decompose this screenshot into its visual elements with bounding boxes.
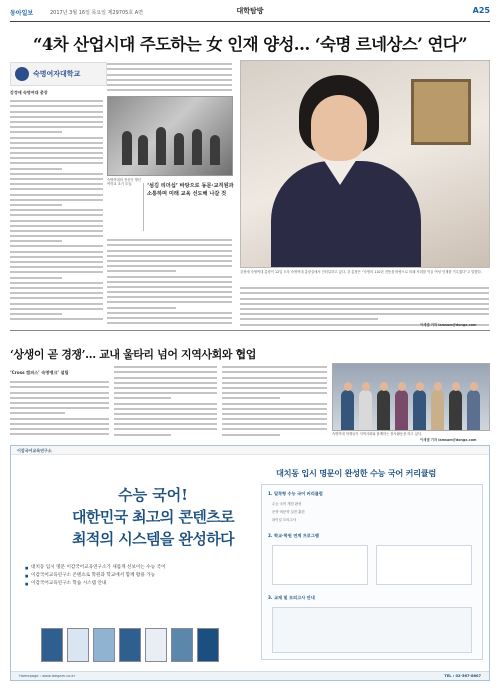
ad-bullet: ■ 대치동 입시 명문 이감국어교육연구소가 새롭게 선보이는 수능 국어 bbox=[25, 564, 235, 572]
ad-panel-row: 수능 국어 개념 완성 bbox=[272, 502, 302, 506]
text-line bbox=[10, 183, 103, 185]
text-line bbox=[10, 121, 103, 123]
ad-footer bbox=[11, 671, 489, 680]
text-line bbox=[107, 89, 232, 91]
ad-panel-row: 문학·비문학 실전 훈련 bbox=[272, 510, 305, 514]
text-line bbox=[114, 418, 217, 420]
ad-panel-title-1: 1. 밀착형 수능 국어 커리큘럼 bbox=[268, 491, 323, 496]
text-line bbox=[107, 301, 232, 303]
ad-bullet-list bbox=[25, 564, 235, 588]
text-line bbox=[10, 204, 62, 206]
text-line bbox=[107, 79, 232, 81]
article2-column-2 bbox=[114, 363, 218, 436]
text-line bbox=[107, 307, 176, 309]
text-line bbox=[222, 387, 327, 389]
group-photo-caption: 숙명여대 학생들이 지역사회와 함께하는 봉사활동을 하고 있다. bbox=[332, 432, 423, 436]
text-line bbox=[240, 292, 489, 294]
text-line bbox=[222, 423, 327, 425]
ad-main-line-2: 대한민국 최고의 콘텐츠로 bbox=[71, 508, 235, 526]
ad-slogan: 대치동 입시 명문이 완성한 수능 국어 커리큘럼 bbox=[276, 468, 436, 478]
text-line bbox=[114, 377, 217, 379]
body-column-1 bbox=[10, 97, 104, 325]
text-line bbox=[10, 131, 62, 133]
text-line bbox=[107, 255, 232, 257]
issue-date: 2017년 3월 16일 목요일 제29705호 A면 bbox=[50, 10, 144, 16]
text-line bbox=[10, 292, 103, 294]
text-line bbox=[107, 244, 232, 246]
text-line bbox=[240, 318, 378, 320]
historic-photo-caption: 숙명여대의 전신인 명신여학교 초기 모습. bbox=[107, 178, 141, 187]
text-line bbox=[10, 199, 103, 201]
university-emblem-icon bbox=[15, 67, 29, 81]
text-line bbox=[240, 313, 489, 315]
text-line bbox=[107, 286, 232, 288]
text-line bbox=[107, 250, 232, 252]
text-line bbox=[10, 147, 103, 149]
text-line bbox=[107, 312, 232, 314]
ad-homepage[interactable]: Homepage : www.leegam.co.kr bbox=[19, 674, 76, 678]
text-line bbox=[107, 68, 232, 70]
text-line bbox=[114, 408, 217, 410]
text-line bbox=[222, 371, 327, 373]
text-line bbox=[240, 287, 489, 289]
text-line bbox=[10, 271, 103, 273]
text-line bbox=[10, 173, 103, 175]
article2-column-1 bbox=[10, 378, 110, 436]
text-line bbox=[10, 282, 103, 284]
text-line bbox=[114, 387, 217, 389]
text-line bbox=[222, 434, 280, 436]
text-line bbox=[240, 308, 489, 310]
ad-book-covers bbox=[41, 622, 231, 662]
text-line bbox=[222, 428, 327, 430]
ad-main-line-3: 최적의 시스템을 완성하다 bbox=[71, 530, 235, 548]
text-line bbox=[10, 105, 103, 107]
text-line bbox=[10, 214, 103, 216]
advertisement[interactable] bbox=[10, 445, 490, 681]
text-line bbox=[10, 168, 62, 170]
newspaper-logo: 동아일보 bbox=[10, 10, 34, 17]
text-line bbox=[107, 276, 232, 278]
text-line bbox=[10, 261, 103, 263]
text-line bbox=[10, 423, 109, 425]
page-header bbox=[10, 6, 490, 20]
text-line bbox=[114, 428, 217, 430]
text-line bbox=[222, 413, 327, 415]
text-line bbox=[114, 382, 217, 384]
text-line bbox=[107, 260, 232, 262]
ad-info-panel bbox=[261, 484, 483, 660]
second-headline: ‘상생이 곧 경쟁’… 교내 울타리 넘어 지역사회와 협업 bbox=[10, 348, 256, 361]
text-line bbox=[114, 423, 217, 425]
text-line bbox=[10, 266, 103, 268]
text-line bbox=[10, 397, 109, 399]
text-line bbox=[10, 251, 103, 253]
text-line bbox=[114, 434, 171, 436]
text-line bbox=[10, 245, 103, 247]
text-line bbox=[10, 230, 103, 232]
students-group-photo bbox=[332, 363, 490, 431]
text-line bbox=[10, 142, 103, 144]
text-line bbox=[222, 392, 327, 394]
text-line bbox=[10, 433, 109, 435]
article-byline: 강정애 숙명여대 총장 bbox=[10, 90, 48, 95]
ad-bullet: ■ 이감국어교육연구소 학습 시스템 안내 bbox=[25, 580, 235, 588]
text-line bbox=[222, 397, 280, 399]
second-subhead: ‘Cross 캠퍼스’ 숙명뱅크’ 설립 bbox=[10, 370, 69, 375]
text-line bbox=[10, 256, 103, 258]
article2-column-3 bbox=[222, 363, 328, 436]
text-line bbox=[10, 116, 103, 118]
article2-reporter: 이새샘 기자 iamsam@donga.com bbox=[420, 438, 477, 442]
ad-panel-title-2: 2. 학교·학원 연계 프로그램 bbox=[268, 533, 319, 538]
text-line bbox=[107, 270, 176, 272]
text-line bbox=[10, 194, 103, 196]
text-line bbox=[10, 386, 109, 388]
page-number: A25 bbox=[472, 6, 490, 15]
text-line bbox=[10, 308, 103, 310]
text-line bbox=[114, 403, 217, 405]
body-column-3 bbox=[107, 236, 233, 326]
text-line bbox=[222, 366, 327, 368]
text-line bbox=[10, 318, 103, 320]
text-line bbox=[10, 412, 65, 414]
text-line bbox=[10, 287, 103, 289]
text-line bbox=[10, 297, 103, 299]
university-logo-text: 숙명여자대학교 bbox=[33, 70, 81, 78]
text-line bbox=[10, 220, 103, 222]
pull-quote bbox=[147, 183, 237, 198]
text-line bbox=[10, 100, 103, 102]
president-portrait-photo bbox=[240, 60, 490, 268]
text-line bbox=[10, 188, 103, 190]
text-line bbox=[10, 235, 103, 237]
text-line bbox=[107, 265, 232, 267]
section-divider bbox=[10, 330, 490, 331]
text-line bbox=[10, 137, 103, 139]
text-line bbox=[10, 303, 103, 305]
text-line bbox=[107, 239, 232, 241]
text-line bbox=[222, 403, 327, 405]
text-line bbox=[240, 303, 489, 305]
pull-quote-text: ‘섬김 리더십’ 바탕으로 동문·교직원과 소통하며 미래 교육 선도해 나갈 것 bbox=[147, 183, 234, 197]
text-line bbox=[107, 281, 232, 283]
text-line bbox=[10, 157, 103, 159]
text-line bbox=[10, 225, 103, 227]
ad-phone: TEL : 02-567-8607 bbox=[444, 674, 481, 678]
text-line bbox=[10, 126, 103, 128]
main-headline: “4차 산업시대 주도하는 女 인재 양성… ‘숙명 르네상스’ 연다” bbox=[32, 35, 468, 54]
ad-main-line-1: 수능 국어! bbox=[118, 486, 188, 504]
text-line bbox=[10, 178, 103, 180]
text-line bbox=[240, 298, 489, 300]
body-column-2 bbox=[107, 60, 233, 94]
text-line bbox=[107, 74, 232, 76]
text-line bbox=[107, 317, 232, 319]
text-line bbox=[10, 111, 103, 113]
text-line bbox=[10, 277, 62, 279]
text-line bbox=[10, 418, 109, 420]
text-line bbox=[222, 377, 327, 379]
historic-photo bbox=[107, 96, 233, 176]
ad-bullet: ■ 이감국어교육연구소 콘텐츠로 학원과 학교에서 함께 활용 가능 bbox=[25, 572, 235, 580]
text-line bbox=[114, 397, 171, 399]
text-line bbox=[107, 291, 232, 293]
text-line bbox=[114, 366, 217, 368]
text-line bbox=[222, 418, 327, 420]
text-line bbox=[10, 152, 103, 154]
text-line bbox=[10, 209, 103, 211]
text-line bbox=[107, 296, 232, 298]
section-title: 대학탐방 bbox=[236, 7, 264, 15]
text-line bbox=[114, 371, 217, 373]
text-line bbox=[114, 413, 217, 415]
text-line bbox=[10, 428, 109, 430]
text-line bbox=[222, 408, 327, 410]
text-line bbox=[10, 240, 62, 242]
text-line bbox=[10, 402, 109, 404]
text-line bbox=[10, 392, 109, 394]
text-line bbox=[10, 407, 109, 409]
text-line bbox=[222, 382, 327, 384]
text-line bbox=[10, 162, 103, 164]
text-line bbox=[10, 381, 109, 383]
ad-main-copy bbox=[55, 484, 251, 550]
article1-reporter: 이새샘 기자 iamsam@donga.com bbox=[420, 323, 477, 327]
ad-panel-row: 파이널 모의고사 bbox=[272, 518, 297, 522]
ad-brand: 이감국어교육연구소 bbox=[17, 448, 52, 453]
body-column-4 bbox=[240, 284, 490, 326]
text-line bbox=[114, 392, 217, 394]
portrait-caption: 강정애 숙명여대 총장이 12일 오후 숙명여대 총장실에서 인터뷰하고 있다. 강 총장은 “숙명의 110년 전통을 바탕으로 미래 사회를 이끌 여성 인재를 키우겠다”고 말했다. bbox=[240, 270, 482, 274]
text-line bbox=[107, 63, 232, 65]
header-divider bbox=[10, 21, 490, 22]
text-line bbox=[107, 84, 232, 86]
university-logo bbox=[10, 62, 107, 86]
text-line bbox=[107, 322, 232, 324]
text-line bbox=[10, 313, 62, 315]
ad-panel-title-3: 3. 교재 및 모의고사 안내 bbox=[268, 595, 315, 600]
